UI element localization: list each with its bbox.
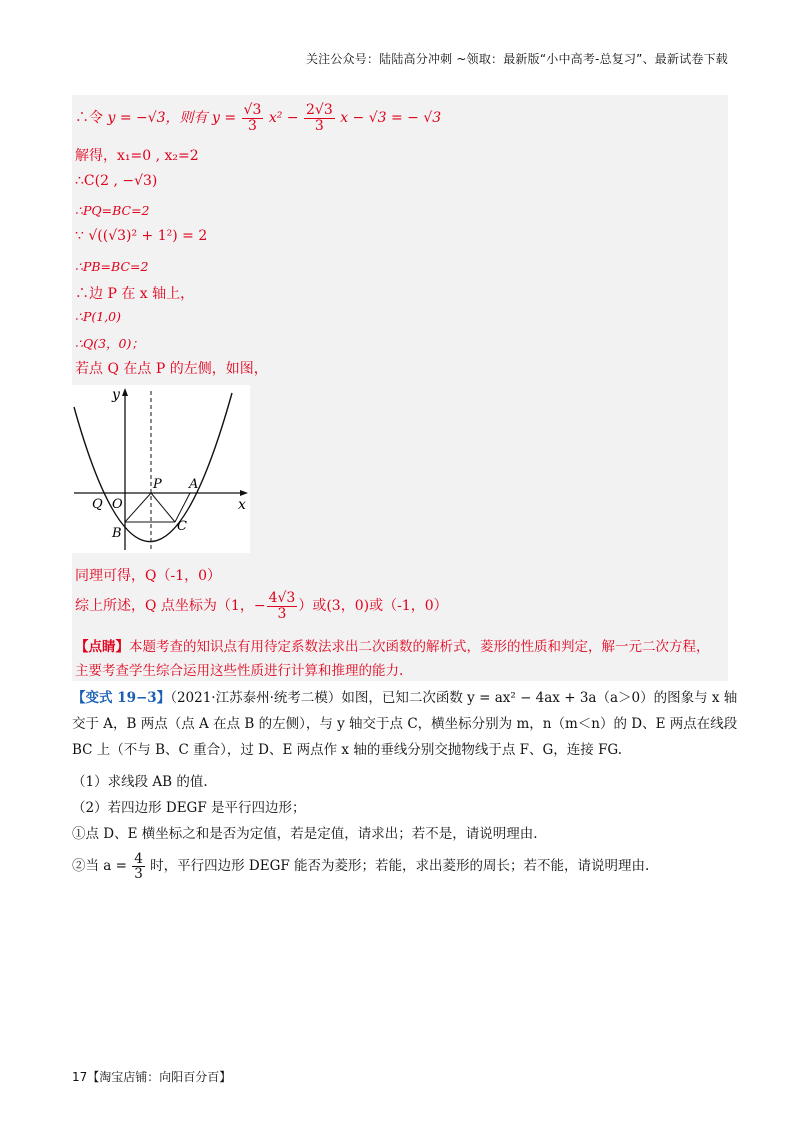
solution-line-7: ∴边 P 在 x 轴上， xyxy=(75,286,195,302)
page-header: 关注公众号：陆陆高分冲刺 ~领取：最新版“小中高考-总复习”、最新试卷下载 xyxy=(305,52,728,66)
solution-line-3: ∴C(2 , −√3) xyxy=(75,173,158,189)
problem-text: （2021·江苏泰州·统考二模）如图，已知二次函数 y = ax² − 4ax + 3a（a＞0）的图象与 x 轴 xyxy=(170,690,738,706)
denominator: 3 xyxy=(314,117,324,134)
question-2a: ①点 D、E 横坐标之和是否为定值，若是定值，请求出；若不是，请说明理由. xyxy=(72,826,538,842)
y-axis-arrow xyxy=(122,388,128,396)
solution-line-1 xyxy=(75,103,441,133)
solution-line-5: ∵ √((√3)² + 1²) = 2 xyxy=(75,228,208,244)
x-axis-arrow xyxy=(240,490,248,496)
label-p: P xyxy=(153,477,162,492)
page-footer: 17【淘宝店铺：向阳百分百】 xyxy=(72,1070,232,1084)
note-line-1 xyxy=(75,635,725,659)
label-b: B xyxy=(112,526,122,541)
solution-line-12 xyxy=(75,591,448,621)
solution-line-6: ∴PB=BC=2 xyxy=(75,259,149,274)
denominator: 3 xyxy=(134,866,143,883)
label-q: Q xyxy=(92,497,103,512)
numerator: 4√3 xyxy=(268,590,296,606)
label-y: y xyxy=(112,387,120,403)
label-x: x xyxy=(238,497,246,513)
question-1: （1）求线段 AB 的值. xyxy=(72,774,208,790)
solution-block xyxy=(72,95,728,681)
parabola-svg xyxy=(72,385,250,553)
text: 综上所述，Q 点坐标为（1， xyxy=(75,598,254,615)
solution-line-2: 解得，x₁=0 , x₂=2 xyxy=(75,148,199,164)
text: ②当 a = xyxy=(72,858,127,875)
denominator: 3 xyxy=(277,605,287,622)
text: ）或(3，0)或（-1，0） xyxy=(298,598,448,615)
problem-line-3: BC 上（不与 B、C 重合），过 D、E 两点作 x 轴的垂线分别交抛物线于点 F、G，连接 FG. xyxy=(72,742,623,758)
solution-line-8: ∴P(1,0) xyxy=(75,309,121,324)
label-c: C xyxy=(177,519,187,534)
minus-sign: − xyxy=(253,598,266,615)
fraction-1 xyxy=(242,103,264,133)
problem-tag: 【变式 19−3】 xyxy=(72,690,171,706)
parabola-curve xyxy=(74,393,232,542)
question-2: （2）若四边形 DEGF 是平行四边形； xyxy=(72,800,306,816)
text: ∴令 xyxy=(75,110,103,127)
solution-line-4: ∴PQ=BC=2 xyxy=(75,203,150,218)
equation: x − √3 = − √3 xyxy=(340,110,442,127)
equation: y = −√3，则有 y = xyxy=(107,110,237,127)
note-block xyxy=(75,635,725,683)
note-text: 本题考查的知识点有用待定系数法求出二次函数的解析式，菱形的性质和判定，解一元二次方程， xyxy=(129,639,710,655)
solution-line-9: ∴Q(3，0)； xyxy=(75,336,144,351)
label-a: A xyxy=(189,477,199,492)
solution-line-10: 若点 Q 在点 P 的左侧，如图， xyxy=(75,361,268,377)
parabola-graph xyxy=(72,385,250,553)
fraction-2 xyxy=(304,103,335,133)
label-o: O xyxy=(112,497,123,512)
question-2b xyxy=(72,852,649,881)
denominator: 3 xyxy=(248,117,257,134)
note-tag: 【点睛】 xyxy=(75,639,129,655)
problem-line-1 xyxy=(72,686,737,710)
segment-pc xyxy=(151,493,175,522)
equation: x² − xyxy=(268,110,299,127)
numerator: 4 xyxy=(134,851,143,867)
numerator: √3 xyxy=(243,102,262,118)
segment-pb xyxy=(125,493,151,522)
fraction xyxy=(132,852,145,881)
solution-line-11: 同理可得，Q（-1，0） xyxy=(75,568,222,584)
problem-line-2: 交于 A，B 两点（点 A 在点 B 的左侧），与 y 轴交于点 C，横坐标分别为 m，n（m＜n）的 D、E 两点在线段 xyxy=(72,716,738,732)
text: 时，平行四边形 DEGF 能否为菱形；若能，求出菱形的周长；若不能，请说明理由. xyxy=(150,858,650,875)
numerator: 2√3 xyxy=(305,102,333,118)
note-line-2: 主要考查学生综合运用这些性质进行计算和推理的能力. xyxy=(75,663,404,679)
fraction xyxy=(267,591,298,621)
